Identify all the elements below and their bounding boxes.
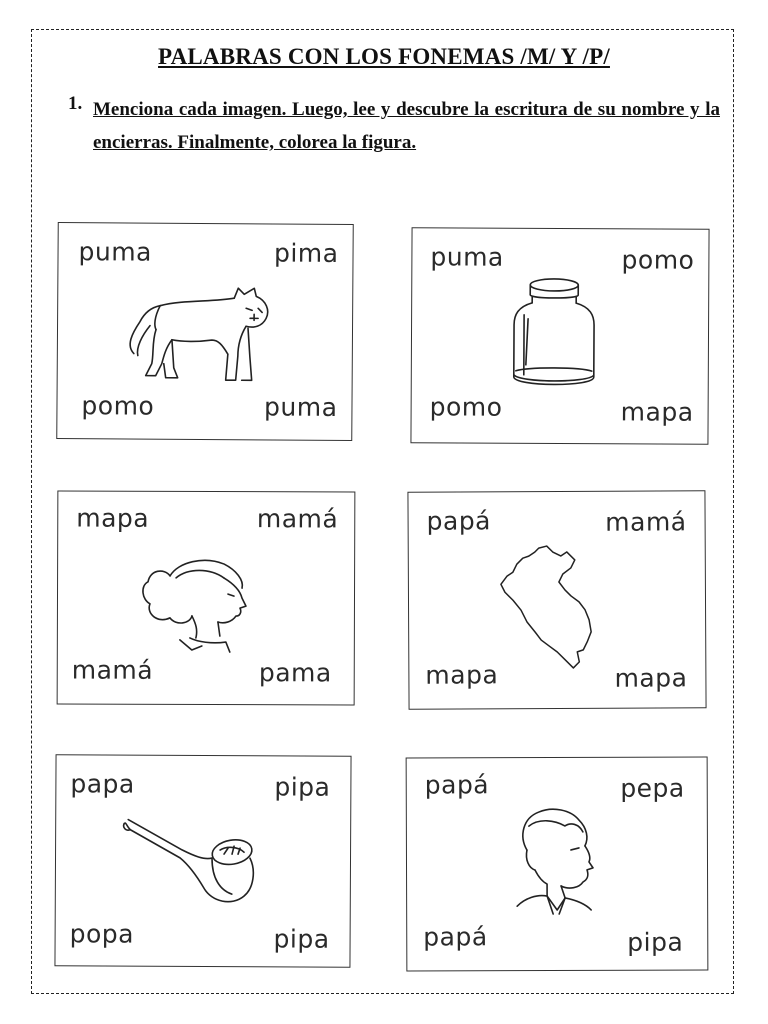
instruction-number: 1. (68, 93, 83, 114)
puma-icon[interactable] (122, 283, 273, 389)
word-option[interactable]: pepa (620, 773, 685, 803)
word-option[interactable]: pima (273, 238, 339, 268)
word-option[interactable]: popa (69, 919, 135, 949)
pipe-icon[interactable] (120, 818, 260, 914)
word-option[interactable]: mapa (620, 397, 694, 427)
word-option[interactable]: papá (424, 770, 490, 800)
word-option[interactable]: mapa (425, 660, 499, 690)
card-map[interactable] (407, 490, 706, 710)
word-option[interactable]: pipa (274, 772, 331, 802)
jar-icon[interactable] (510, 275, 601, 396)
card-mother[interactable] (57, 490, 356, 705)
card-jar[interactable] (410, 227, 709, 445)
word-option[interactable]: pomo (81, 391, 155, 421)
word-option[interactable]: papa (70, 769, 135, 799)
word-option[interactable]: mamá (256, 504, 339, 534)
mother-icon[interactable] (140, 554, 250, 659)
word-option[interactable]: pomo (621, 245, 695, 275)
word-option[interactable]: pama (258, 658, 332, 688)
page-title: PALABRAS CON LOS FONEMAS /M/ Y /P/ (158, 44, 610, 69)
peru-map-icon[interactable] (499, 544, 600, 676)
word-option[interactable]: papá (423, 922, 488, 952)
card-pipe[interactable] (54, 754, 351, 968)
instruction-text: Menciona cada imagen. Luego, lee y descubre la escritura de su nombre y la encierras. Finalmente, colorea la figura. (93, 99, 720, 153)
word-option[interactable]: puma (78, 237, 153, 267)
word-option[interactable]: mapa (614, 663, 688, 693)
word-option[interactable]: pomo (429, 392, 503, 422)
word-option[interactable]: mamá (605, 507, 687, 537)
card-puma[interactable] (56, 222, 354, 441)
word-option[interactable]: papá (426, 506, 492, 536)
father-icon[interactable] (509, 806, 599, 921)
word-option[interactable]: pipa (273, 924, 330, 954)
word-option[interactable]: mapa (76, 503, 150, 533)
card-father[interactable] (406, 756, 709, 971)
word-option[interactable]: puma (263, 392, 338, 422)
word-option[interactable]: pipa (627, 927, 684, 957)
word-option[interactable]: mamá (71, 655, 154, 685)
word-option[interactable]: puma (430, 242, 504, 272)
